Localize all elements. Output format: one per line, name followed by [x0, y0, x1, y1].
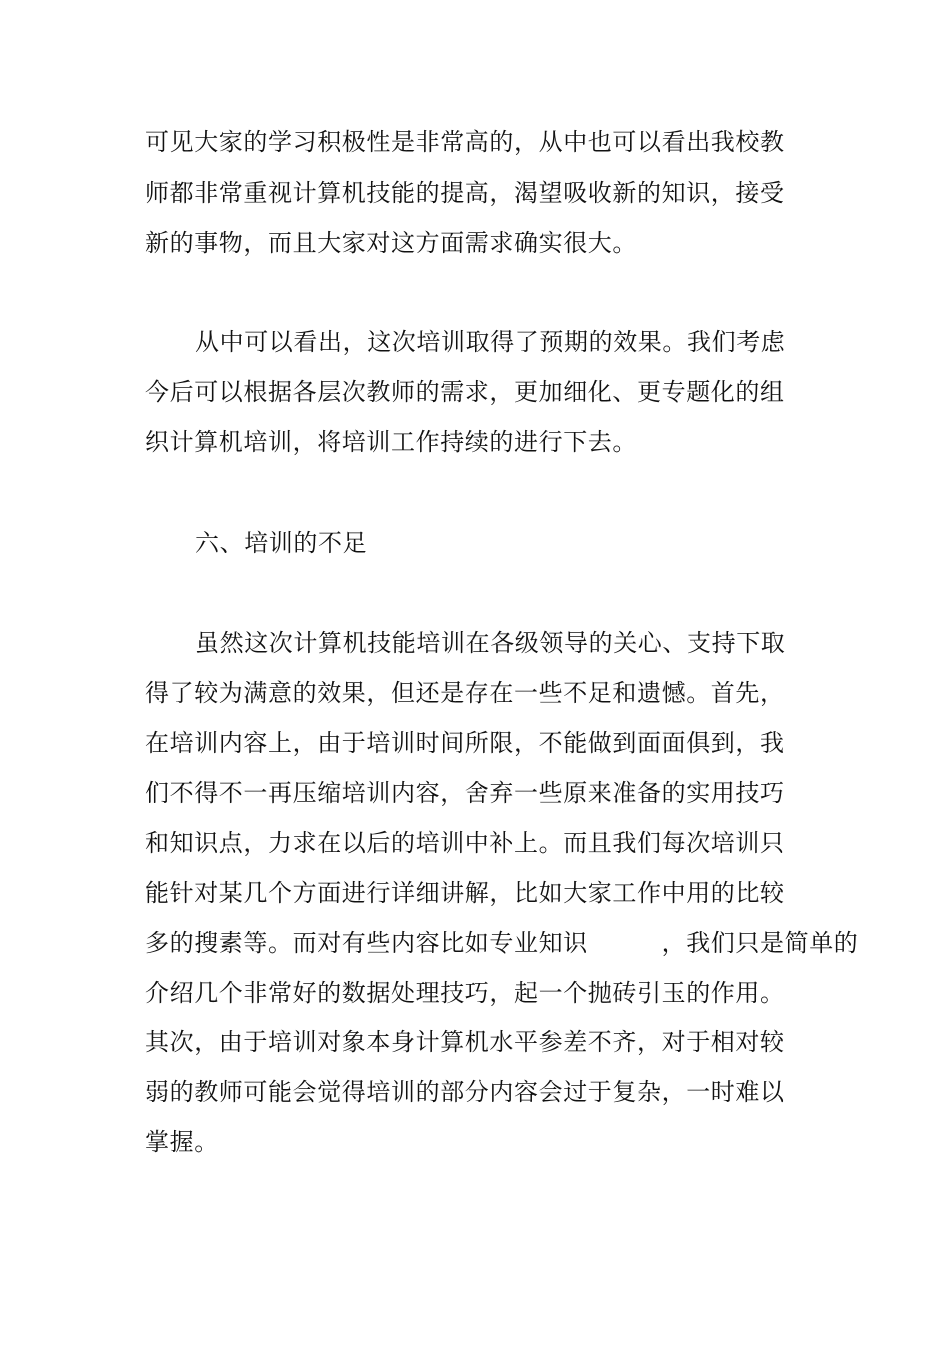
paragraph-3-line-1: 虽然这次计算机技能培训在各级领导的关心、支持下取 — [195, 629, 786, 657]
paragraph-3-line-5: 和知识点，力求在以后的培训中补上。而且我们每次培训只 — [145, 829, 785, 857]
paragraph-3-line-10: 弱的教师可能会觉得培训的部分内容会过于复杂，一时难以 — [145, 1078, 785, 1106]
paragraph-3-line-9: 其次，由于培训对象本身计算机水平参差不齐，对于相对较 — [145, 1028, 785, 1056]
paragraph-2-line-3: 织计算机培训，将培训工作持续的进行下去。 — [145, 428, 637, 456]
paragraph-3-line-11: 掌握。 — [145, 1128, 219, 1156]
section-heading: 六、培训的不足 — [195, 529, 368, 557]
paragraph-1-line-1: 可见大家的学习积极性是非常高的，从中也可以看出我校教 — [145, 128, 785, 156]
paragraph-1-line-3: 新的事物，而且大家对这方面需求确实很大。 — [145, 229, 637, 257]
paragraph-3-line-6: 能针对某几个方面进行详细讲解，比如大家工作中用的比较 — [145, 879, 785, 907]
paragraph-1-line-2: 师都非常重视计算机技能的提高，渴望吸收新的知识，接受 — [145, 179, 785, 207]
paragraph-2-line-1: 从中可以看出，这次培训取得了预期的效果。我们考虑 — [195, 328, 786, 356]
paragraph-3-line-3: 在培训内容上，由于培训时间所限，不能做到面面俱到，我 — [145, 729, 785, 757]
paragraph-3-line-2: 得了较为满意的效果，但还是存在一些不足和遗憾。首先， — [145, 679, 785, 707]
paragraph-3-line-8: 介绍几个非常好的数据处理技巧，起一个抛砖引玉的作用。 — [145, 979, 785, 1007]
paragraph-3-line-4: 们不得不一再压缩培训内容，舍弃一些原来准备的实用技巧 — [145, 779, 785, 807]
paragraph-2-line-2: 今后可以根据各层次教师的需求，更加细化、更专题化的组 — [145, 378, 785, 406]
paragraph-3-line-7: 多的搜素等。而对有些内容比如专业知识 ，我们只是简单的 — [145, 929, 859, 957]
